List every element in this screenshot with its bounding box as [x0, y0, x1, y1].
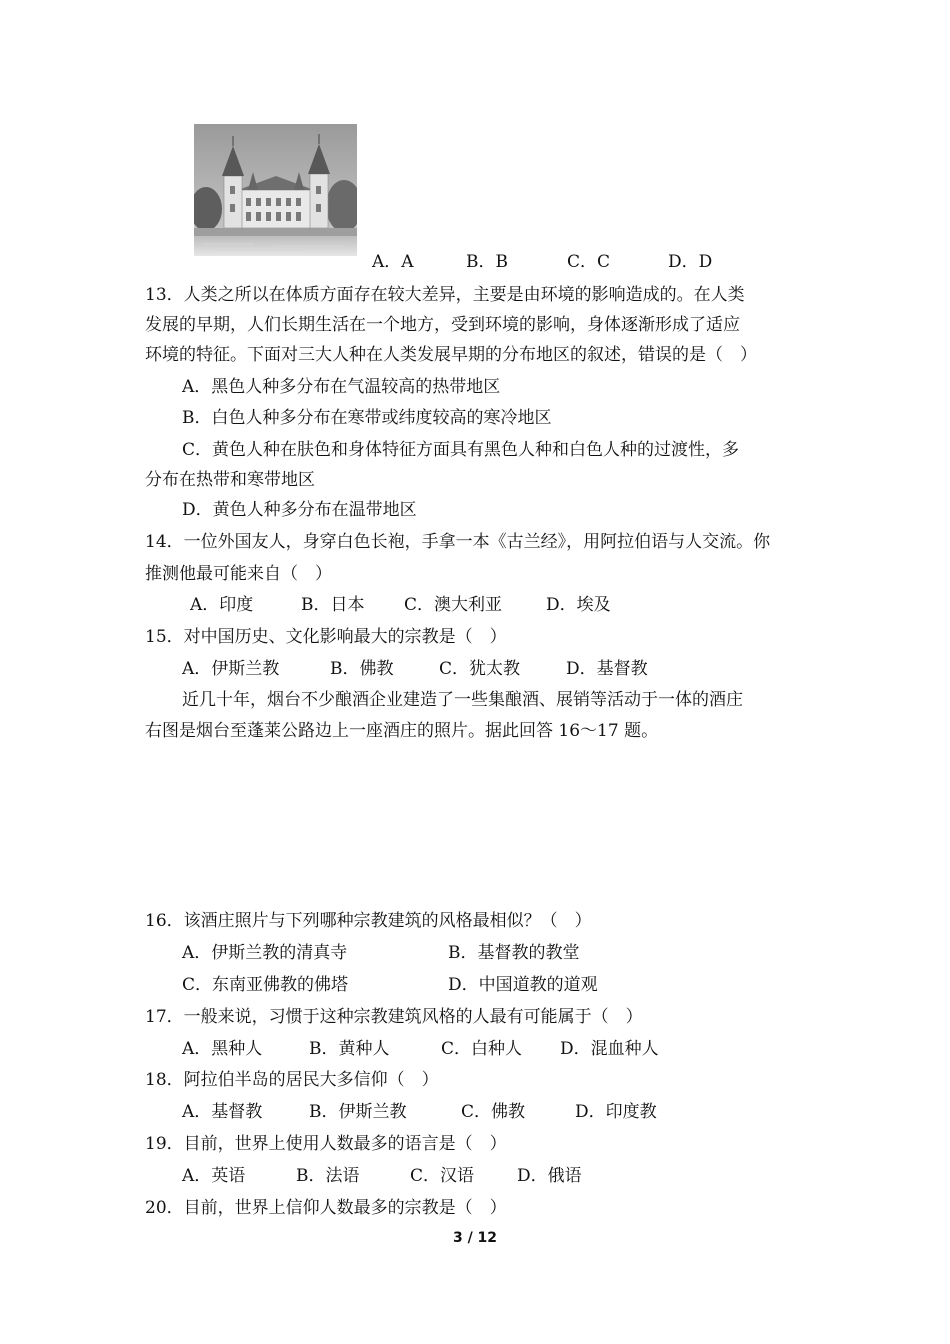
q15-stem: 15．对中国历史、文化影响最大的宗教是（ ）	[145, 627, 507, 647]
q13-option-d: D．黄色人种多分布在温带地区	[182, 500, 417, 520]
q17-option-d: D．混血种人	[560, 1039, 659, 1059]
q13-stem-line-1: 13．人类之所以在体质方面存在较大差异，主要是由环境的影响造成的。在人类	[145, 285, 745, 305]
q15-option-d: D．基督教	[566, 659, 648, 679]
q15-option-b: B．佛教	[330, 659, 394, 679]
q15-options	[182, 658, 648, 680]
q14-stem-line-2: 推测他最可能来自（ ）	[145, 564, 332, 584]
q20-stem: 20．目前，世界上信仰人数最多的宗教是（ ）	[145, 1198, 507, 1218]
q18-option-a: A．基督教	[182, 1102, 263, 1122]
q13-option-b: B．白色人种多分布在寒带或纬度较高的寒冷地区	[182, 408, 552, 428]
q17-option-a: A．黑种人	[182, 1039, 263, 1059]
q17-options	[182, 1038, 659, 1060]
q17-option-c: C．白种人	[441, 1039, 523, 1059]
q17-stem: 17．一般来说，习惯于这种宗教建筑风格的人最有可能属于（ ）	[145, 1007, 643, 1027]
passage-line-2: 右图是烟台至蓬莱公路边上一座酒庄的照片。据此回答 16～17 题。	[145, 721, 659, 741]
q14-option-b: B．日本	[301, 595, 365, 615]
q12-option-a: A．A	[372, 252, 414, 272]
q18-option-d: D．印度教	[575, 1102, 657, 1122]
q14-option-c: C．澳大利亚	[404, 595, 503, 615]
q16-option-b: B．基督教的教堂	[448, 943, 580, 963]
q16-stem: 16．该酒庄照片与下列哪种宗教建筑的风格最相似？（ ）	[145, 911, 592, 931]
q15-option-c: C．犹太教	[439, 659, 521, 679]
q19-option-d: D．俄语	[517, 1166, 582, 1186]
q13-option-c-line-1: C．黄色人种在肤色和身体特征方面具有黑色人种和白色人种的过渡性，多	[182, 440, 740, 460]
q19-options	[182, 1165, 582, 1187]
q14-options	[190, 594, 611, 616]
chateau-photo	[194, 124, 357, 256]
q15-option-a: A．伊斯兰教	[182, 659, 280, 679]
q14-stem-line-1: 14．一位外国友人，身穿白色长袍，手拿一本《古兰经》，用阿拉伯语与人交流。你	[145, 532, 771, 552]
q18-stem: 18．阿拉伯半岛的居民大多信仰（ ）	[145, 1070, 439, 1090]
q12-options	[372, 251, 712, 273]
q16-option-a: A．伊斯兰教的清真寺	[182, 943, 348, 963]
page-number: 3 / 12	[452, 1230, 498, 1246]
q14-option-d: D．埃及	[546, 595, 611, 615]
q16-option-c: C．东南亚佛教的佛塔	[182, 975, 349, 995]
q17-option-b: B．黄种人	[309, 1039, 390, 1059]
q12-option-c: C．C	[567, 252, 611, 272]
q13-stem-line-3: 环境的特征。下面对三大人种在人类发展早期的分布地区的叙述，错误的是（ ）	[145, 345, 757, 365]
q19-option-c: C．汉语	[410, 1166, 475, 1186]
q19-stem: 19．目前，世界上使用人数最多的语言是（ ）	[145, 1134, 507, 1154]
q13-stem-line-2: 发展的早期，人们长期生活在一个地方，受到环境的影响，身体逐渐形成了适应	[145, 315, 740, 335]
passage-line-1: 近几十年，烟台不少酿酒企业建造了一些集酿酒、展销等活动于一体的酒庄	[182, 690, 743, 710]
q16-option-d: D．中国道教的道观	[448, 975, 598, 995]
q13-option-a: A．黑色人种多分布在气温较高的热带地区	[182, 377, 501, 397]
q18-option-c: C．佛教	[461, 1102, 526, 1122]
q13-option-c-line-2: 分布在热带和寒带地区	[145, 470, 315, 490]
q12-option-b: B．B	[466, 252, 508, 272]
q12-option-d: D．D	[668, 252, 713, 272]
q18-option-b: B．伊斯兰教	[309, 1102, 407, 1122]
q14-option-a: A．印度	[190, 595, 254, 615]
q19-option-a: A．英语	[182, 1166, 246, 1186]
q19-option-b: B．法语	[296, 1166, 360, 1186]
q18-options	[182, 1101, 657, 1123]
